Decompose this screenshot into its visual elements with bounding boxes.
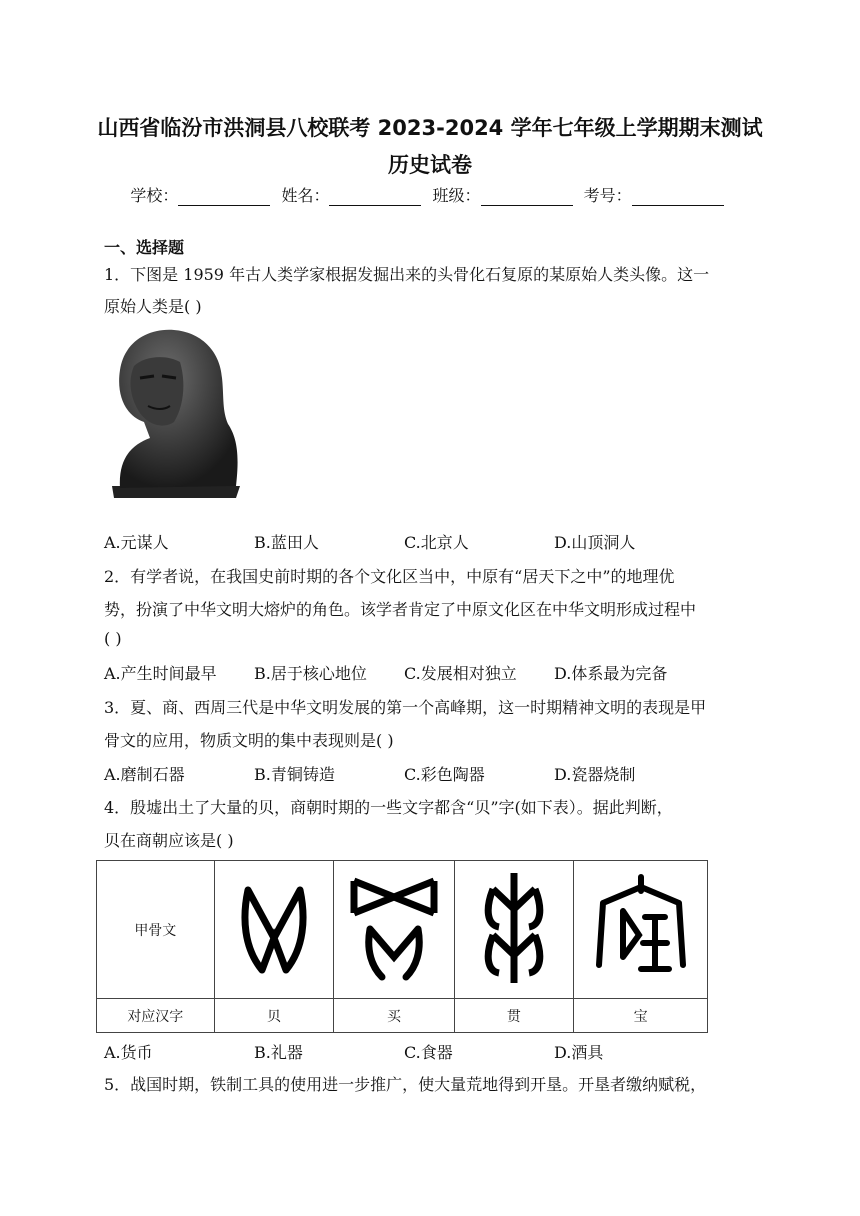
q1-option-a[interactable]: A.元谋人 — [104, 533, 169, 552]
q2-line2: 势，扮演了中华文明大熔炉的角色。该学者肯定了中原文化区在中华文明形成过程中 — [104, 600, 697, 619]
class-blank — [481, 187, 573, 206]
q2-option-d[interactable]: D.体系最为完备 — [554, 664, 668, 683]
modern-char-header: 对应汉字 — [97, 999, 215, 1033]
oracle-glyph-cell — [574, 861, 708, 999]
oracle-glyph-guan — [479, 869, 549, 987]
oracle-glyph-bei — [234, 878, 314, 978]
school-blank — [178, 187, 270, 206]
q1-line1: 1．下图是 1959 年古人类学家根据发掘出来的头骨化石复原的某原始人类头像。这一 — [104, 265, 710, 284]
q3-option-d[interactable]: D.瓷器烧制 — [554, 765, 636, 784]
q5-line1: 5．战国时期，铁制工具的使用进一步推广，使大量荒地得到开垦。开垦者缴纳赋税， — [104, 1075, 707, 1094]
modern-char-bao: 宝 — [574, 999, 708, 1033]
exam-title-line1: 山西省临汾市洪洞县八校联考 2023-2024 学年七年级上学期期末测试 — [97, 116, 763, 140]
q3-options — [104, 762, 754, 784]
q3-line2: 骨文的应用，物质文明的集中表现则是( ) — [104, 731, 394, 750]
exam-title-line2: 历史试卷 — [388, 153, 472, 177]
student-info-row — [0, 183, 860, 206]
q3-line1: 3．夏、商、西周三代是中华文明发展的第一个高峰期，这一时期精神文明的表现是甲 — [104, 698, 707, 717]
name-blank — [329, 187, 421, 206]
oracle-glyph-bao — [593, 873, 689, 983]
oracle-bone-header: 甲骨文 — [97, 861, 215, 999]
q2-options — [104, 661, 754, 683]
exam-number-blank — [632, 187, 724, 206]
modern-char-guan: 贯 — [454, 999, 573, 1033]
q4-option-d[interactable]: D.酒具 — [554, 1043, 604, 1062]
q4-options — [104, 1040, 754, 1062]
name-label: 姓名： — [281, 186, 330, 205]
q4-line2: 贝在商朝应该是( ) — [104, 831, 234, 850]
q1-line2: 原始人类是( ) — [104, 297, 202, 316]
q4-line1: 4．殷墟出土了大量的贝，商朝时期的一些文字都含“贝”字(如下表）。据此判断， — [104, 798, 673, 817]
oracle-glyph-mai — [346, 873, 442, 983]
q1-options — [104, 530, 754, 552]
class-label: 班级： — [432, 186, 481, 205]
q2-option-b[interactable]: B.居于核心地位 — [254, 664, 367, 683]
modern-char-mai: 买 — [334, 999, 454, 1033]
oracle-glyph-cell — [214, 861, 334, 999]
q3-option-b[interactable]: B.青铜铸造 — [254, 765, 335, 784]
q1-option-d[interactable]: D.山顶洞人 — [554, 533, 636, 552]
q1-option-c[interactable]: C.北京人 — [404, 533, 469, 552]
school-label: 学校： — [130, 186, 179, 205]
q2-line1: 2．有学者说，在我国史前时期的各个文化区当中，中原有“居天下之中”的地理优 — [104, 567, 675, 586]
modern-char-bei: 贝 — [214, 999, 334, 1033]
exam-number-label: 考号： — [583, 186, 632, 205]
hominid-bust-image — [104, 326, 246, 504]
q1-option-b[interactable]: B.蓝田人 — [254, 533, 319, 552]
q4-option-a[interactable]: A.货币 — [104, 1043, 153, 1062]
q4-option-c[interactable]: C.食器 — [404, 1043, 453, 1062]
q3-option-c[interactable]: C.彩色陶器 — [404, 765, 485, 784]
section-title: 一、选择题 — [104, 238, 185, 257]
q4-option-b[interactable]: B.礼器 — [254, 1043, 303, 1062]
q2-line3: ( ) — [104, 629, 122, 648]
q2-option-c[interactable]: C.发展相对独立 — [404, 664, 517, 683]
oracle-glyph-cell — [334, 861, 454, 999]
q3-option-a[interactable]: A.磨制石器 — [104, 765, 185, 784]
shell-character-table — [96, 860, 708, 1033]
q2-option-a[interactable]: A.产生时间最早 — [104, 664, 217, 683]
oracle-glyph-cell — [454, 861, 573, 999]
